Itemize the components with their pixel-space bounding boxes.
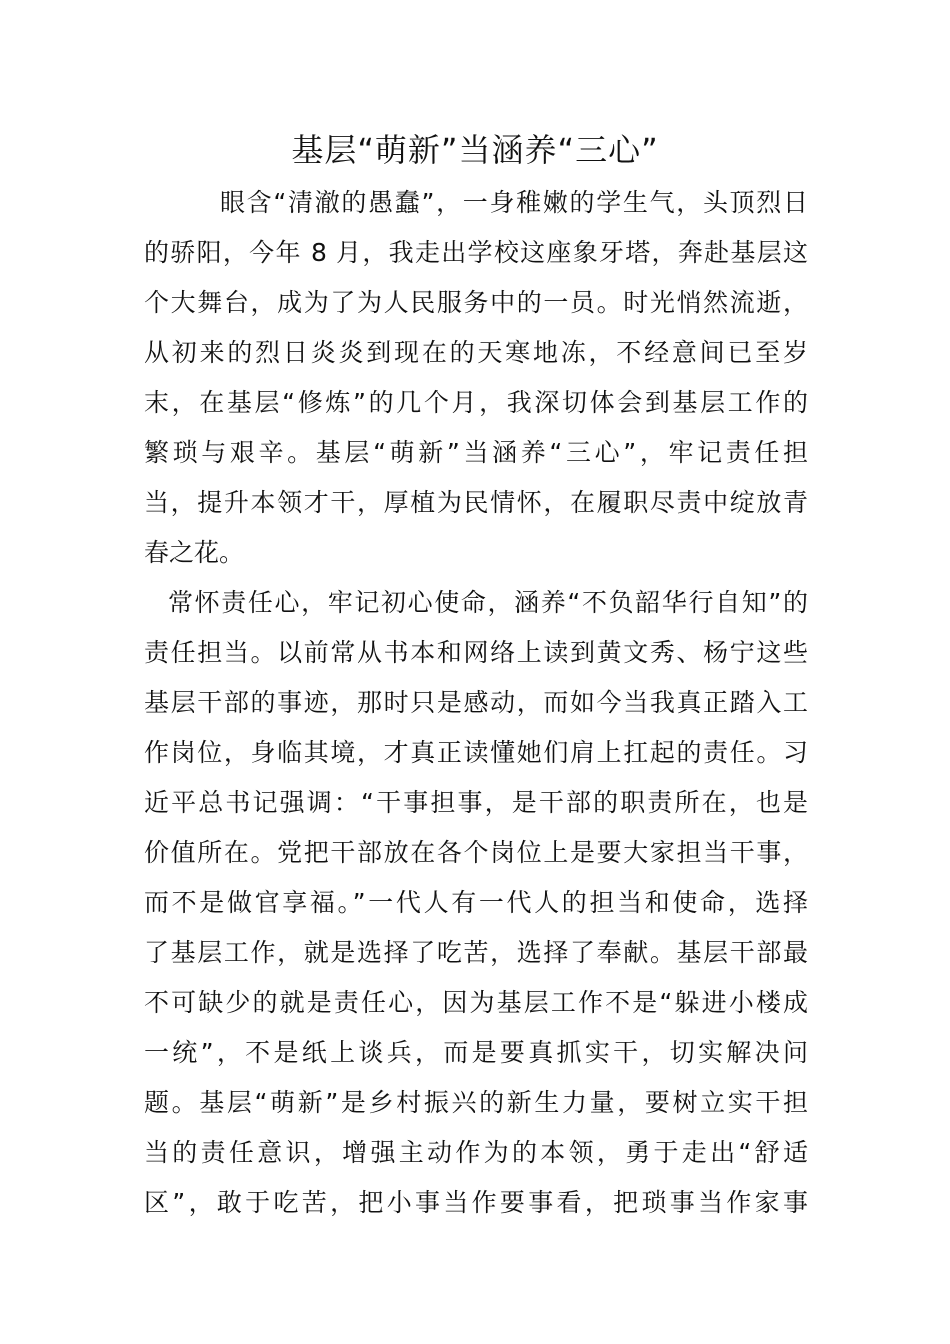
paragraph-1-line: 当，提升本领才干，厚植为民情怀，在履职尽责中绽放青 [144, 488, 808, 517]
paragraph-2-line: 一统”，不是纸上谈兵，而是要真抓实干，切实解决问 [144, 1038, 808, 1067]
paragraph-1-line: 眼含“清澈的愚蠢”，一身稚嫩的学生气，头顶烈日 [220, 188, 808, 217]
paragraph-1-line: 的骄阳，今年 8 月，我走出学校这座象牙塔，奔赴基层这 [144, 238, 808, 267]
paragraph-2-line: 了基层工作，就是选择了吃苦，选择了奉献。基层干部最 [144, 938, 808, 967]
paragraph-2-line: 基层干部的事迹，那时只是感动，而如今当我真正踏入工 [144, 688, 808, 717]
paragraph-2-line: 常怀责任心，牢记初心使命，涵养“不负韶华行自知”的 [168, 588, 808, 617]
paragraph-1-line: 个大舞台，成为了为人民服务中的一员。时光悄然流逝， [144, 288, 808, 317]
paragraph-2-line: 作岗位，身临其境，才真正读懂她们肩上扛起的责任。习 [144, 738, 808, 767]
document-title: 基层“萌新”当涵养“三心” [291, 131, 659, 169]
paragraph-2-line: 而不是做官享福。”一代人有一代人的担当和使命，选择 [144, 888, 808, 917]
paragraph-1-line: 春之花。 [144, 538, 245, 567]
paragraph-2-line: 责任担当。以前常从书本和网络上读到黄文秀、杨宁这些 [144, 638, 808, 667]
paragraph-1-line: 末，在基层“修炼”的几个月，我深切体会到基层工作的 [144, 388, 808, 417]
paragraph-1-line: 从初来的烈日炎炎到现在的天寒地冻，不经意间已至岁 [144, 338, 808, 367]
paragraph-2-line: 不可缺少的就是责任心，因为基层工作不是“躲进小楼成 [144, 988, 808, 1017]
paragraph-1-line: 繁琐与艰辛。基层“萌新”当涵养“三心”，牢记责任担 [144, 438, 808, 467]
paragraph-2-line: 近平总书记强调：“干事担事，是干部的职责所在，也是 [144, 788, 808, 817]
paragraph-2-line: 题。基层“萌新”是乡村振兴的新生力量，要树立实干担 [144, 1088, 808, 1117]
paragraph-2-line: 区”，敢于吃苦，把小事当作要事看，把琐事当作家事 [144, 1188, 808, 1217]
paragraph-2-line: 价值所在。党把干部放在各个岗位上是要大家担当干事， [144, 838, 808, 867]
paragraph-2-line: 当的责任意识，增强主动作为的本领，勇于走出“舒适 [144, 1138, 808, 1167]
document-body [144, 178, 808, 1228]
